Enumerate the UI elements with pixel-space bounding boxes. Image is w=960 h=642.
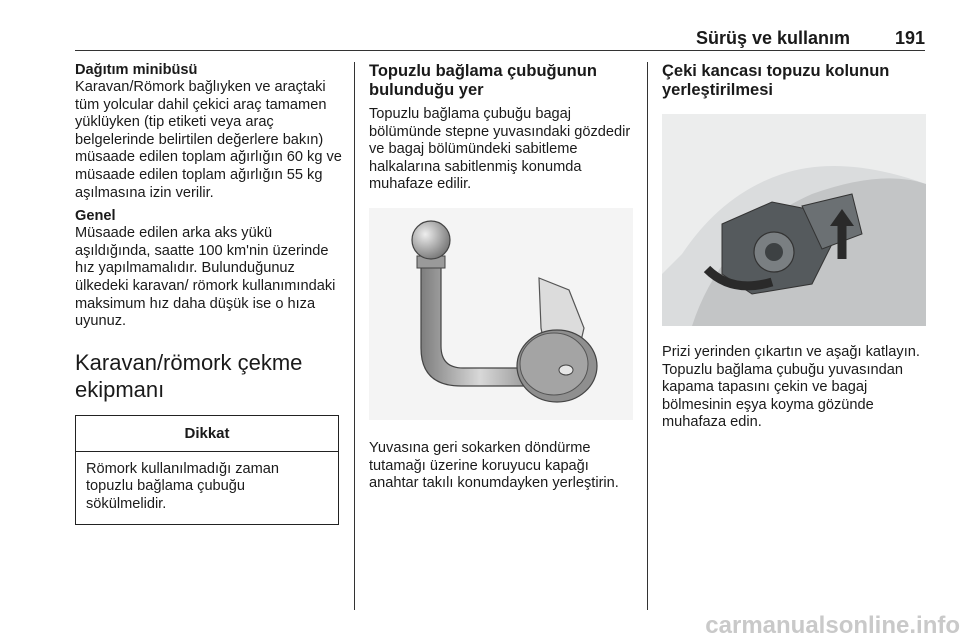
tow-bar-illustration <box>369 208 633 420</box>
page-header <box>75 0 925 51</box>
column-1 <box>75 62 343 525</box>
caution-text: Römork kullanılmadığı zaman topuzlu bağlama çubuğu sökülmelidir. <box>86 460 280 512</box>
caution-box <box>75 415 339 525</box>
socket-illustration <box>662 114 926 326</box>
column-divider-2 <box>647 62 648 610</box>
p1-text: Karavan/Römork bağlıyken ve araçtaki tüm yolcular dahil çekici araç tamamen yüklüyken (tip etiketi veya araç belgelerinde belirtilen değerlere bakın) müsaade edilen toplam ağırlığın 60 kg ve müsaade edilen toplam ağırlığın 55 kg aşılmasına izin verilir. <box>75 79 342 201</box>
column-3 <box>662 62 926 432</box>
p2-title: Genel <box>75 208 116 225</box>
col2-heading: Topuzlu bağlama çubuğunun bulunduğu yer <box>369 62 597 99</box>
col2-text2: Yuvasına geri sokarken döndürme tutamağı üzerine koruyucu kapağı anahtar takılı konumdayken yerleştirin. <box>369 439 619 492</box>
socket-drawing <box>662 114 926 326</box>
p2-text: Müsaade edilen arka aks yükü aşıldığında, saatte 100 km'nin üzerinde hız yapılmamalıdır. Bulunduğunuz ülkedeki karavan/ römork kullanımındaki maksimum hız daha düşük ise o hıza uyunuz. <box>75 225 336 330</box>
p1-title: Dağıtım minibüsü <box>75 62 198 78</box>
caution-title: Dikkat <box>76 416 338 452</box>
col3-text1: Prizi yerinden çıkartın ve aşağı katlayın. Topuzlu bağlama çubuğu yuvasından kapama tapasını çekin ve bagaj bölmesinin eşya koyma gözünde muhafaza edin. <box>662 344 920 431</box>
col2-text1: Topuzlu bağlama çubuğu bagaj bölümünde stepne yuvasındaki gözdedir ve bagaj bölümündeki sabitleme halkalarına sabitlenmiş konumda muhafaze edilir. <box>369 106 631 193</box>
column-divider-1 <box>354 62 355 610</box>
column-2 <box>369 62 633 493</box>
watermark: carmanualsonline.info <box>705 612 960 639</box>
section-title: Sürüş ve kullanım <box>695 28 850 48</box>
section-heading: Karavan/römork çekme ekipmanı <box>75 349 303 402</box>
col3-heading: Çeki kancası topuzu kolunun yerleştirilmesi <box>662 62 890 99</box>
page-number: 191 <box>894 28 925 48</box>
tow-bar-drawing <box>369 208 633 420</box>
